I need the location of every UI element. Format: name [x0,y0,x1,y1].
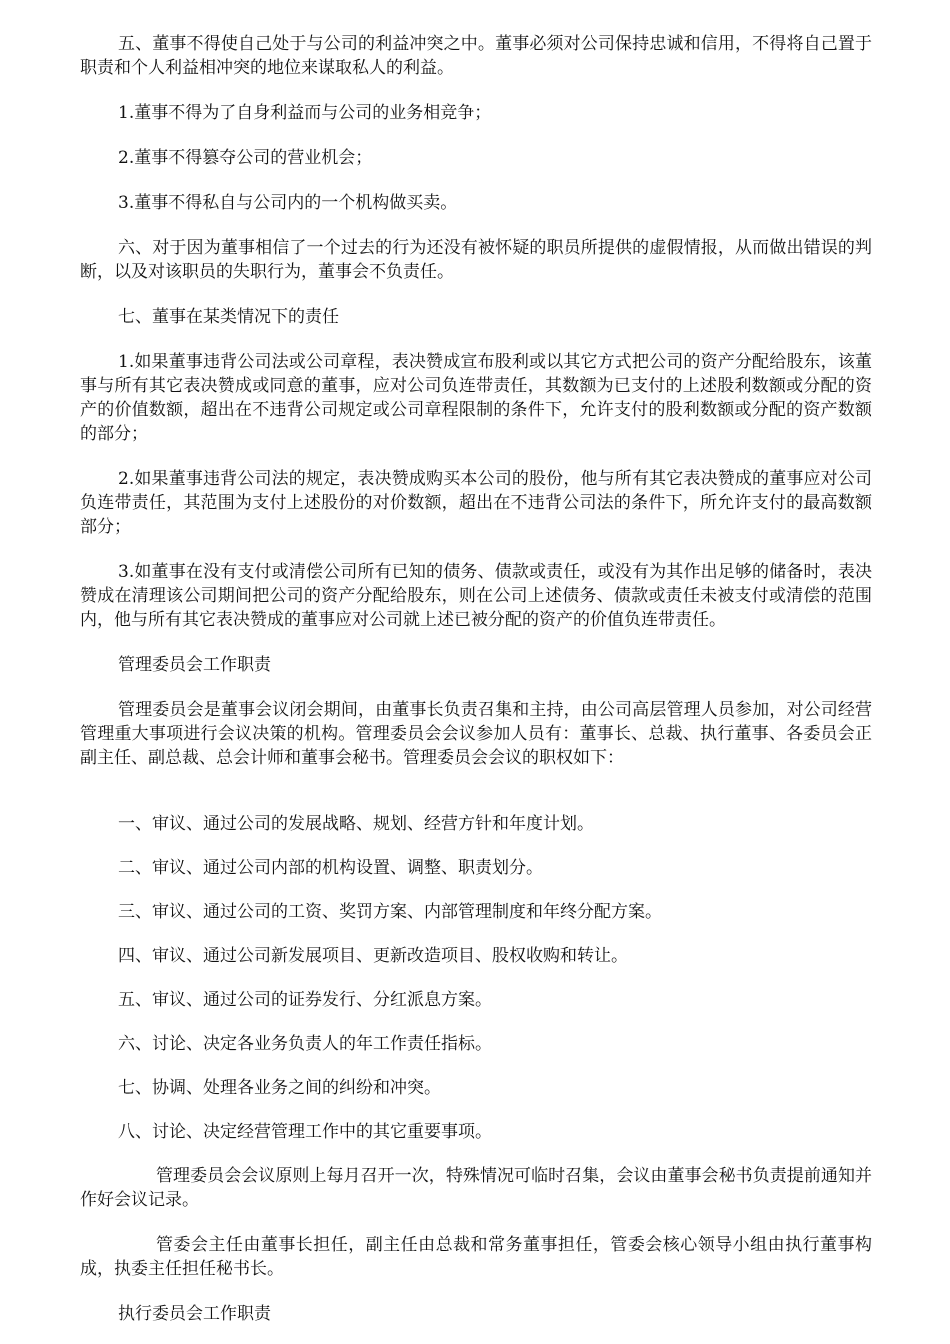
section-heading-liability: 七、董事在某类情况下的责任 [118,307,339,327]
list-item-power-3: 三、审议、通过公司的工资、奖罚方案、内部管理制度和年终分配方案。 [118,902,662,922]
list-item-power-7: 七、协调、处理各业务之间的纠纷和冲突。 [118,1078,441,1098]
paragraph-liability-1: 1.如果董事违背公司法或公司章程，表决赞成宣布股利或以其它方式把公司的资产分配给股东，该董事与所有其它表决赞成或同意的董事，应对公司负连带责任，其数额为已支付的上述股利数额或分配的资产的价值数额，超出在不违背公司规定或公司章程限制的条件下，允许支付的股利数额或分配的资产数额的部分； [80,352,872,444]
paragraph-item-3-no-private-trade: 3.董事不得私自与公司内的一个机构做买卖。 [118,193,458,213]
paragraph-item-2-no-usurp: 2.董事不得篡夺公司的营业机会； [118,148,373,168]
paragraph-liability-2: 2.如果董事违背公司法的规定，表决赞成购买本公司的股份，他与所有其它表决赞成的董事应对公司负连带责任，其范围为支付上述股份的对价数额，超出在不违背公司法的条件下，所允许支付的最高数额部分； [80,469,872,537]
list-item-power-8: 八、讨论、决定经营管理工作中的其它重要事项。 [118,1122,492,1142]
paragraph-item-1-no-competition: 1.董事不得为了自身利益而与公司的业务相竞争； [118,103,492,123]
paragraph-false-information: 六、对于因为董事相信了一个过去的行为还没有被怀疑的职员所提供的虚假情报，从而做出错误的判断，以及对该职员的失职行为，董事会不负责任。 [80,238,872,282]
list-item-power-2: 二、审议、通过公司内部的机构设置、调整、职责划分。 [118,858,543,878]
list-item-power-5: 五、审议、通过公司的证券发行、分红派息方案。 [118,990,492,1010]
section-heading-management-committee: 管理委员会工作职责 [118,655,271,675]
paragraph-management-committee-intro: 管理委员会是董事会议闭会期间，由董事长负责召集和主持，由公司高层管理人员参加，对公司经营管理重大事项进行会议决策的机构。管理委员会会议参加人员有：董事长、总裁、执行董事、各委员会正副主任、副总裁、总会计师和董事会秘书。管理委员会会议的职权如下： [80,700,872,768]
paragraph-conflict-of-interest: 五、董事不得使自己处于与公司的利益冲突之中。董事必须对公司保持忠诚和信用，不得将自己置于职责和个人利益相冲突的地位来谋取私人的利益。 [80,34,872,78]
list-item-power-1: 一、审议、通过公司的发展战略、规划、经营方针和年度计划。 [118,814,594,834]
paragraph-committee-leadership: 管委会主任由董事长担任，副主任由总裁和常务董事担任，管委会核心领导小组由执行董事构成，执委主任担任秘书长。 [80,1235,872,1279]
paragraph-liability-3: 3.如董事在没有支付或清偿公司所有已知的债务、债款或责任，或没有为其作出足够的储备时，表决赞成在清理该公司期间把公司的资产分配给股东，则在公司上述债务、债款或责任未被支付或清偿的范围内，他与所有其它表决赞成的董事应对公司就上述已被分配的资产的价值负连带责任。 [80,562,872,630]
list-item-power-4: 四、审议、通过公司新发展项目、更新改造项目、股权收购和转让。 [118,946,628,966]
paragraph-meeting-schedule: 管理委员会会议原则上每月召开一次，特殊情况可临时召集，会议由董事会秘书负责提前通知并作好会议记录。 [80,1166,872,1210]
section-heading-executive-committee: 执行委员会工作职责 [118,1304,271,1324]
list-item-power-6: 六、讨论、决定各业务负责人的年工作责任指标。 [118,1034,492,1054]
